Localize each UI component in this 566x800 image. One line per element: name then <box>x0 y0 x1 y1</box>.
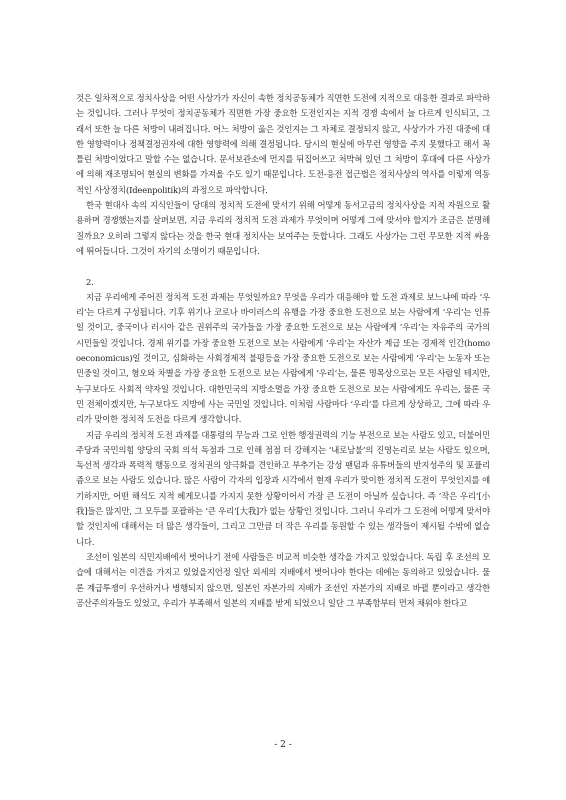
paragraph-korean-modern-history: 한국 현대사 속의 지식인들이 당대의 정치적 도전에 맞서기 위해 어떻게 동서고금의 정치사상을 지적 자원으로 활용하며 경쟁했는지를 살펴보면, 지금 우리의 정치적 도전 과제가 무엇이며 어떻게 그에 맞서야 할지가 조금은 분명해질까요? 오히려 그렇지 않다는 것을 한국 현대 정치사는 보여주는 듯합니다. 그래도 사상가는 그런 무모한 지적 싸움에 뛰어듭니다. 그것이 자기의 소명이기 때문입니다. <box>76 200 490 256</box>
paragraph-continuation: 것은 일차적으로 정치사상을 어떤 사상가가 자신이 속한 정치공동체가 직면한 도전에 지적으로 대응한 결과로 파악하는 것입니다. 그러나 무엇이 정치공동체가 직면한 가장 중요한 도전인지는 지적 경쟁 속에서 늘 다르게 인식되고, 그래서 또한 늘 다른 처방이 내려집니다. 어느 처방이 옳은 것인지는 그 자체로 결정되지 않고, 사상가가 가진 대중에 대한 영향력이나 정책결정권자에 대한 영향력에 의해 결정됩니다. 당시의 현실에 아무런 영향을 주지 못했다고 해서 꼭 틀린 처방이었다고 말할 수는 없습니다. 문서보관소에 먼지를 뒤집어쓰고 처박혀 있던 그 처방이 후대에 다른 사상가에 의해 재조명되어 현실의 변화를 가져올 수도 있기 때문입니다. 도전-응전 접근법은 정치사상의 역사를 이렇게 역동적인 사상정치(Ideenpolitik)의 과정으로 파악합니다. <box>76 93 490 195</box>
document-body <box>76 91 490 611</box>
section-gap <box>76 259 490 274</box>
section-number: 2. <box>86 276 94 287</box>
paragraph-colonial-joseon: 조선이 일본의 식민지배에서 벗어나기 전에 사람들은 비교적 비슷한 생각을 가지고 있었습니다. 독립 후 조선의 모습에 대해서는 이견을 가지고 있었을지언정 일단 외세의 지배에서 벗어나야 한다는 데에는 동의하고 있었습니다. 물론 계급투쟁이 우선하거나 병행되지 않으면, 일본인 자본가의 지배가 조선인 자본가의 지배로 바뀔 뿐이라고 생각한 공산주의자들도 있었고, 우리가 부족해서 일본의 지배를 받게 되었으니 일단 그 부족함부터 먼저 채워야 한다고 <box>76 551 490 608</box>
paragraph-political-challenge: 지금 우리에게 주어진 정치적 도전 과제는 무엇일까요? 무엇을 우리가 대응해야 할 도전 과제로 보느냐에 따라 ‘우리’는 다르게 구성됩니다. 기후 위기나 코로나 바이러스의 유행을 가장 중요한 도전으로 보는 사람에게 ‘우리’는 인류일 것이고, 중국이나 러시아 같은 권위주의 국가들을 가장 중요한 도전으로 보는 사람에게 ‘우리’는 자유주의 국가의 시민들일 것입니다. 경제 위기를 가장 중요한 도전으로 보는 사람에게 ‘우리’는 자산가 계급 또는 경제적 인간(homo oeconomicus)일 것이고, 심화하는 사회경제적 불평등을 가장 중요한 도전으로 보는 사람에게 ‘우리’는 노동자 또는 민중일 것이고, 혐오와 차별을 가장 중요한 도전으로 보는 사람에게 ‘우리’는, 물론 명목상으로는 모든 사람일 테지만, 누구보다도 사회적 약자일 것입니다. 대한민국의 지방소멸을 가장 중요한 도전으로 보는 사람에게도 우리는, 물론 국민 전체이겠지만, 누구보다도 지방에 사는 국민일 것입니다. 이처럼 사람마다 ‘우리’를 다르게 상상하고, 그에 따라 우리가 맞이한 정치적 도전을 다르게 생각합니다. <box>76 291 490 425</box>
page-number: - 2 - <box>274 740 292 750</box>
paragraph-current-challenge: 지금 우리의 정치적 도전 과제를 대통령의 무능과 그로 인한 행정권력의 기능 부전으로 보는 사람도 있고, 더불어민주당과 국민의힘 양당의 국회 의석 독점과 그로 인해 점점 더 강해지는 ‘내로남불’의 진영논리로 보는 사람도 있으며, 독선적 생각과 폭력적 행동으로 정치권의 양극화를 견인하고 부추기는 강성 팬덤과 유튜버들의 반지성주의 및 포퓰리즘으로 보는 사람도 있습니다. 많은 사람이 각자의 입장과 시각에서 현재 우리가 맞이한 정치적 도전이 무엇인지를 얘기하지만, 어떤 해석도 지적 헤게모니를 가지지 못한 상황이어서 가장 큰 도전이 아닐까 싶습니다. 즉 ‘작은 우리’[小我]들은 많지만, 그 모두를 포괄하는 ‘큰 우리’[大我]가 없는 상황인 것입니다. 그러니 우리가 그 도전에 어떻게 맞서야 할 것인지에 대해서는 더 많은 생각들이, 그리고 그만큼 더 작은 우리를 동원할 수 있는 생각들이 제시될 수밖에 없습니다. <box>76 429 490 547</box>
